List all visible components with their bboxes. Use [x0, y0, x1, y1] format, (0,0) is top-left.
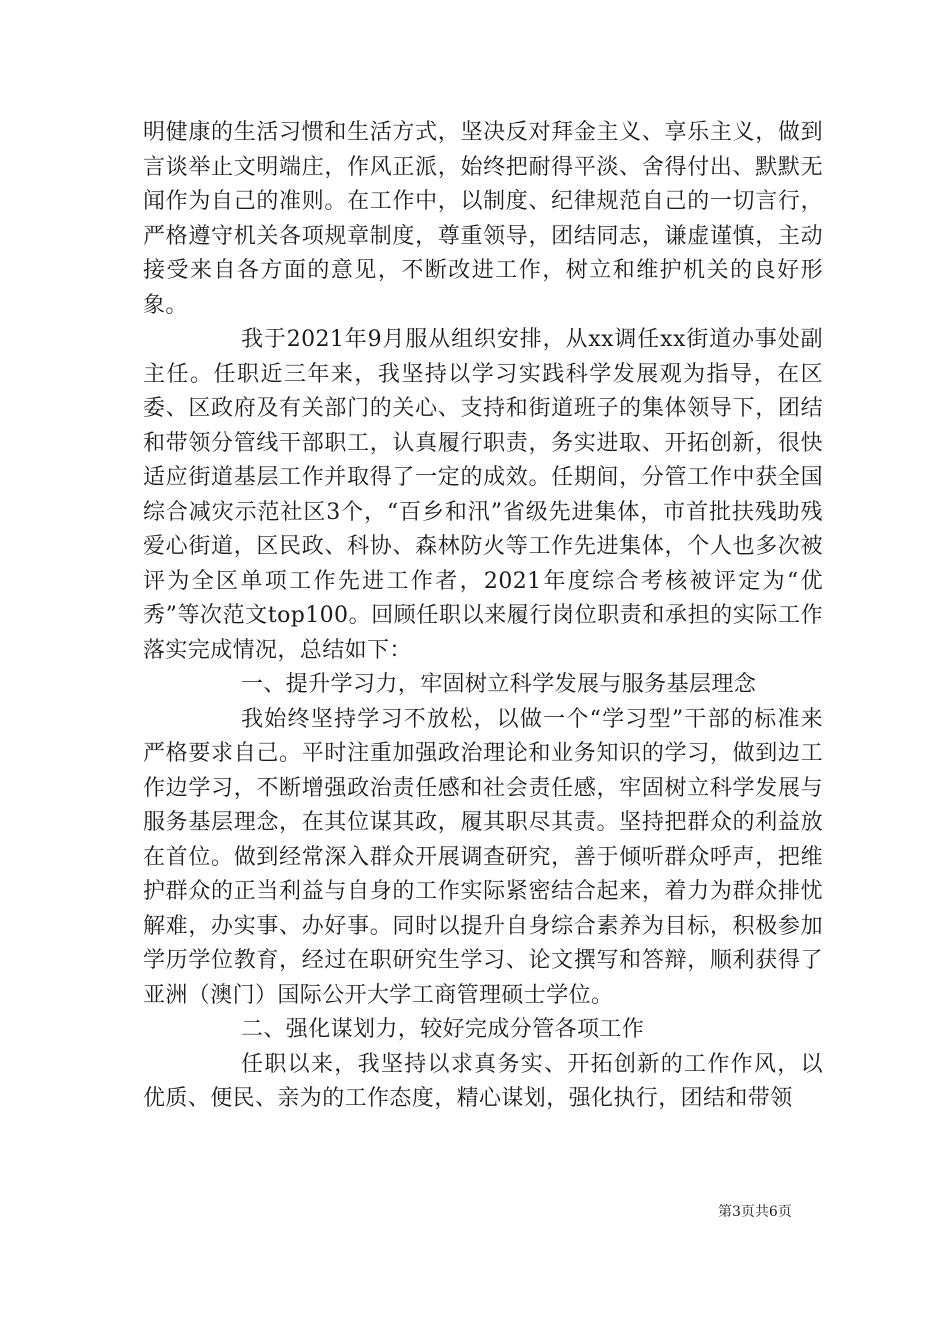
paragraph-1: 明健康的生活习惯和生活方式，坚决反对拜金主义、享乐主义，做到言谈举止文明端庄，作风正派，始终把耐得平淡、舍得付出、默默无闻作为自己的准则。在工作中，以制度、纪律规范自己的一切言行，严格遵守机关各项规章制度，尊重领导，团结同志，谦虚谨慎，主动接受来自各方面的意见，不断改进工作，树立和维护机关的良好形象。 — [143, 120, 823, 318]
section-heading-2: 二、强化谋划力，较好完成分管各项工作 — [241, 1017, 645, 1042]
page-number-footer: 第3页共6页 — [718, 1204, 792, 1220]
paragraph-2: 我于2021年9月服从组织安排，从xx调任xx街道办事处副主任。任职近三年来，我坚持以学习实践科学发展观为指导，在区委、区政府及有关部门的关心、支持和街道班子的集体领导下，团结和带领分管线干部职工，认真履行职责，务实进取、开拓创新，很快适应街道基层工作并取得了一定的成效。任期间，分管工作中获全国综合减灾示范社区3个，“百乡和汛”省级先进集体，市首批扶残助残爱心街道，区民政、科协、森林防火等工作先进集体，个人也多次被评为全区单项工作先进工作者，2021年度综合考核被评定为“优秀”等次范文top100。回顾任职以来履行岗位职责和承担的实际工作落实完成情况，总结如下： — [143, 327, 823, 663]
paragraph-3: 我始终坚持学习不放松，以做一个“学习型”干部的标准来严格要求自己。平时注重加强政治理论和业务知识的学习，做到边工作边学习，不断增强政治责任感和社会责任感，牢固树立科学发展与服务基层理念，在其位谋其政，履其职尽其责。坚持把群众的利益放在首位。做到经常深入群众开展调查研究，善于倾听群众呼声，把维护群众的正当利益与自身的工作实际紧密结合起来，着力为群众排忧解难，办实事、办好事。同时以提升自身综合素养为目标，积极参加学历学位教育，经过在职研究生学习、论文撰写和答辩，顺利获得了亚洲（澳门）国际公开大学工商管理硕士学位。 — [143, 706, 823, 1008]
document-body — [143, 116, 823, 1117]
section-heading-1: 一、提升学习力，牢固树立科学发展与服务基层理念 — [241, 672, 757, 697]
paragraph-4: 任职以来，我坚持以求真务实、开拓创新的工作作风，以优质、便民、亲为的工作态度，精心谋划，强化执行，团结和带领 — [143, 1051, 823, 1111]
